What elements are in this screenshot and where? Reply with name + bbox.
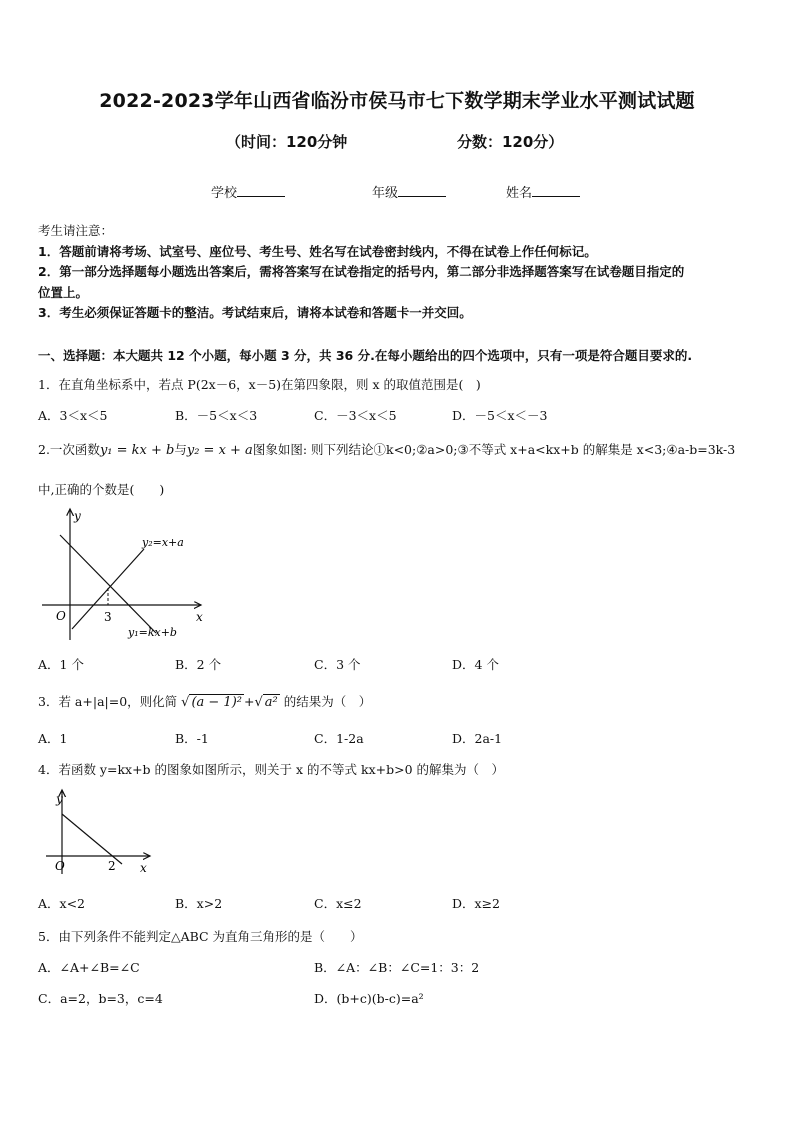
name-blank	[532, 184, 580, 197]
q2-graph	[38, 505, 210, 645]
q3-expr-1: (a − 1)²	[191, 695, 242, 710]
q3-expr-2: a²	[264, 695, 278, 710]
q4-graph	[40, 786, 160, 878]
page-title: 2022-2023学年山西省临汾市侯马市七下数学期末学业水平测试试题	[99, 90, 695, 112]
q2-text-d: 中,正确的个数是( )	[38, 482, 165, 497]
q4-option-b: B．x>2	[175, 896, 223, 911]
q1-option-a: A．3＜x＜5	[38, 408, 108, 423]
note-item: 3．考生必须保证答题卡的整洁。考试结束后，请将本试卷和答题卡一并交回。	[38, 305, 472, 320]
grade-label: 年级	[372, 186, 399, 201]
school-label: 学校	[211, 186, 238, 201]
section-heading: 一、选择题：本大题共 12 个小题，每小题 3 分，共 36 分.在每小题给出的四个选项中，只有一项是符合题目要求的.	[38, 348, 693, 363]
q1-option-b: B．－5＜x＜3	[175, 408, 258, 423]
q2-origin-label: O	[56, 609, 66, 623]
question-2-stem	[38, 440, 735, 458]
q4-option-d: D．x≥2	[452, 896, 500, 911]
school-field	[211, 182, 285, 201]
q5-option-d: D．(b+c)(b-c)=a²	[314, 991, 424, 1006]
q2-line-y2-label: y₂=x+a	[142, 536, 184, 549]
q4-option-c: C．x≤2	[314, 896, 362, 911]
q4-origin-label: O	[55, 859, 65, 873]
grade-blank	[398, 184, 446, 197]
question-3-stem	[38, 692, 371, 710]
question-4-stem: 4．若函数 y=kx+b 的图象如图所示，则关于 x 的不等式 kx+b>0 的解集为（ ）	[38, 762, 505, 777]
q4-option-a: A．x<2	[38, 896, 86, 911]
note-item: 1．答题前请将考场、试室号、座位号、考生号、姓名写在试卷密封线内，不得在试卷上作任何标记。	[38, 243, 597, 259]
q2-y-label: y	[74, 509, 81, 523]
q2-option-c: C．3 个	[314, 657, 361, 672]
q2-option-d: D．4 个	[452, 657, 499, 672]
q3-radical-1: √ (a − 1)²	[181, 695, 242, 710]
q3-radical-2: √ a²	[254, 695, 278, 710]
q1-option-c: C．－3＜x＜5	[314, 408, 397, 423]
q4-x-label: x	[140, 861, 147, 875]
q3-option-d: D．2a-1	[452, 731, 503, 746]
q4-y-label: y	[56, 792, 63, 806]
q1-option-d: D．－5＜x＜－3	[452, 408, 548, 423]
note-item: 位置上。	[38, 284, 89, 300]
q2-text-c: 图象如图: 则下列结论①k<0;②a>0;③不等式 x+a<kx+b 的解集是 x<3;④a-b=3k-3	[252, 442, 736, 457]
score-label: 分数：120分）	[457, 133, 564, 151]
q2-option-b: B．2 个	[175, 657, 222, 672]
q3-option-a: A．1	[38, 731, 68, 746]
name-label: 姓名	[506, 186, 533, 201]
question-5-stem: 5．由下列条件不能判定△ABC 为直角三角形的是（ ）	[38, 929, 363, 944]
q3-option-c: C．1-2a	[314, 731, 364, 746]
q2-text-b: 与	[174, 442, 187, 457]
notes-block	[38, 221, 758, 324]
q2-formula-1: y₁ = kx + b	[99, 443, 175, 458]
q3-text-b: 的结果为（ ）	[283, 694, 372, 709]
q2-option-a: A．1 个	[38, 657, 84, 672]
notes-heading: 考生请注意：	[38, 223, 114, 238]
school-blank	[237, 184, 285, 197]
q2-formula-2: y₂ = x + a	[186, 443, 253, 458]
note-item: 2．第一部分选择题每小题选出答案后，需将答案写在试卷指定的括号内，第二部分非选择题答案写在试卷题目指定的	[38, 264, 685, 279]
q5-option-a: A．∠A+∠B=∠C	[38, 960, 140, 975]
name-field	[506, 182, 580, 201]
q3-option-b: B．-1	[175, 731, 209, 746]
q4-tick-label: 2	[108, 859, 116, 873]
time-label: （时间：120分钟	[226, 133, 348, 151]
q2-text-a: 2.一次函数	[38, 442, 100, 457]
q3-plus: +	[243, 694, 255, 709]
grade-field	[372, 182, 446, 201]
q2-line-y1-label: y₁=kx+b	[128, 626, 177, 639]
q5-option-b: B．∠A：∠B：∠C=1：3：2	[314, 960, 480, 975]
q5-option-c: C．a=2，b=3，c=4	[38, 991, 163, 1006]
q2-tick-label: 3	[104, 610, 112, 624]
question-1-stem: 1．在直角坐标系中，若点 P(2x－6，x－5)在第四象限，则 x 的取值范围是( )	[38, 377, 481, 392]
q3-text-a: 3．若 a+|a|=0，则化简	[38, 694, 178, 709]
q2-x-label: x	[196, 610, 203, 624]
